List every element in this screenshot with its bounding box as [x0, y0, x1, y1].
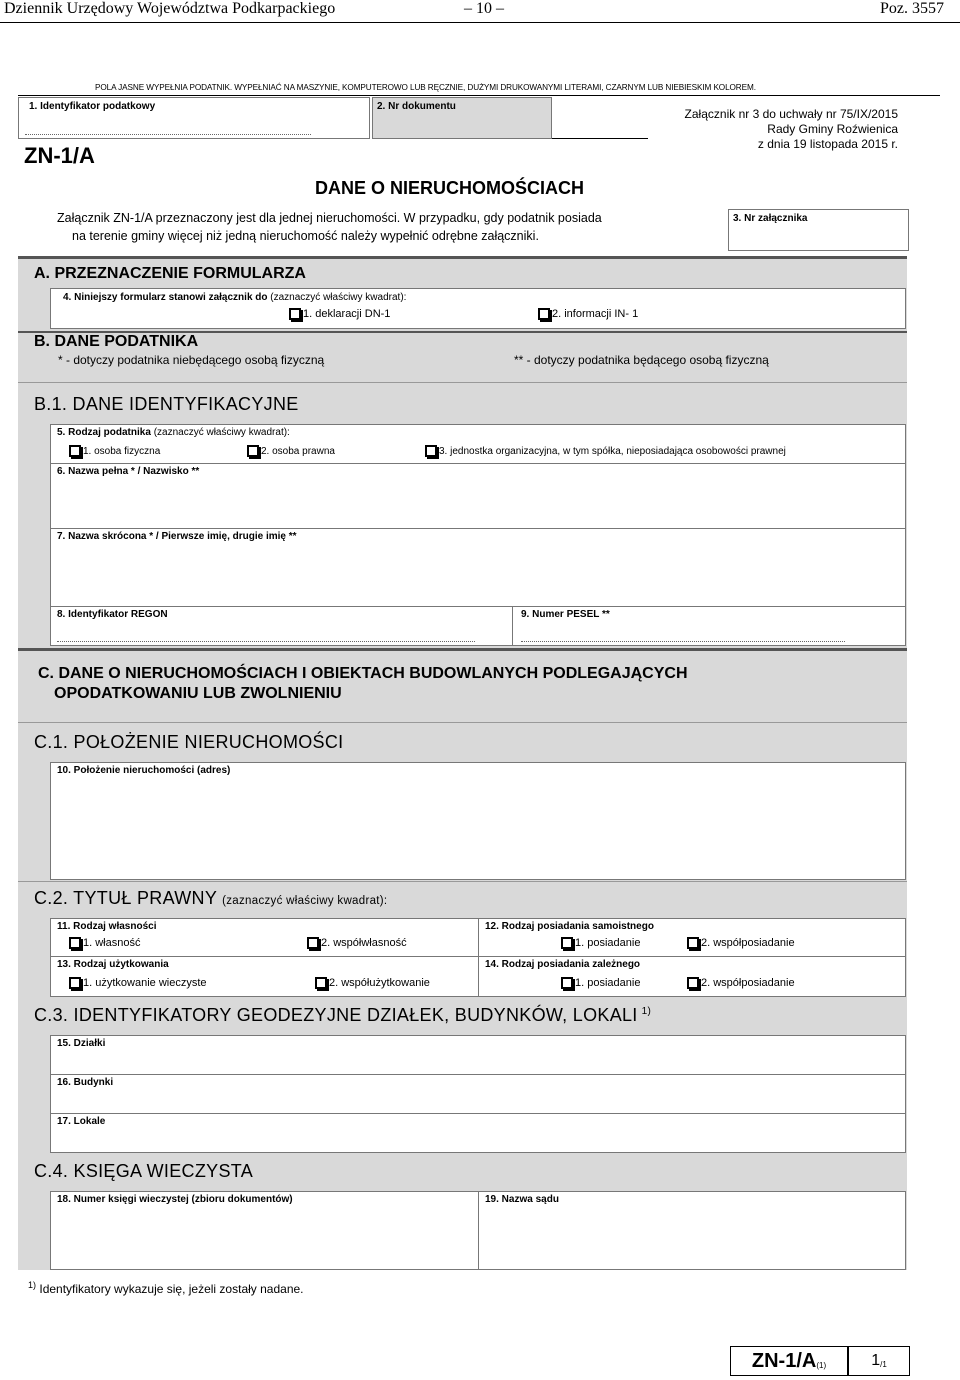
- option-co-usufruct-label: 2. współużytkowanie: [329, 977, 430, 989]
- checkbox-icon: [561, 937, 573, 949]
- option-co-ownership-label: 2. współwłasność: [321, 937, 407, 949]
- form-purpose-label-text: 4. Niniejszy formularz stanowi załącznik do: [63, 292, 268, 303]
- document-number-field: [372, 97, 552, 139]
- independent-possession-field: [478, 918, 906, 957]
- journal-title: Dziennik Urzędowy Województwa Podkarpackiego: [4, 0, 336, 17]
- regon-dotted-line: [57, 641, 475, 642]
- regon-field[interactable]: [50, 606, 513, 646]
- option-perpetual-usufruct[interactable]: [69, 977, 207, 989]
- option-independent-possession-label: 1. posiadanie: [575, 937, 641, 949]
- section-c-title-line-2: OPODATKOWANIU LUB ZWOLNIENIU: [54, 685, 342, 702]
- short-name-label: 7. Nazwa skrócona * / Pierwsze imię, drugie imię **: [57, 531, 297, 542]
- footnote-marker: 1): [28, 1280, 37, 1290]
- regon-label: 8. Identyfikator REGON: [57, 609, 168, 620]
- ownership-type-field: [50, 918, 479, 957]
- checkbox-icon: [289, 308, 301, 320]
- option-ownership-label: 1. własność: [83, 937, 141, 949]
- section-c2-rule: [18, 881, 907, 882]
- checkbox-icon: [69, 445, 81, 457]
- annex-number-field[interactable]: [728, 209, 909, 251]
- option-information-in1[interactable]: [538, 308, 638, 320]
- footnote: [28, 1280, 304, 1296]
- annex-line-1: Załącznik nr 3 do uchwały nr 75/IX/2015: [684, 107, 898, 121]
- section-c1-title: C.1. POŁOŻENIE NIERUCHOMOŚCI: [34, 732, 344, 752]
- section-c4-title: C.4. KSIĘGA WIECZYSTA: [34, 1161, 254, 1181]
- form-title: DANE O NIERUCHOMOŚCIACH: [315, 178, 585, 198]
- plots-field[interactable]: [50, 1035, 906, 1075]
- form-code: ZN-1/A: [24, 143, 95, 168]
- section-c-title-line-1: C. DANE O NIERUCHOMOŚCIACH I OBIEKTACH BUDOWLANYCH PODLEGAJĄCYCH: [38, 665, 688, 682]
- checkbox-icon: [687, 977, 699, 989]
- option-information-in1-label: 2. informacji IN- 1: [552, 308, 639, 320]
- footer-page-box: [848, 1346, 910, 1376]
- header-rule: [0, 22, 960, 23]
- section-b-note-2: ** - dotyczy podatnika będącego osobą fizyczną: [514, 353, 769, 367]
- option-natural-person-label: 1. osoba fizyczna: [83, 445, 161, 457]
- document-number-label: 2. Nr dokumentu: [377, 101, 456, 112]
- option-dependent-co-possession-label: 2. współposiadanie: [701, 977, 795, 989]
- form-description-line-2: na terenie gminy więcej niż jedną nieruchomość należy wypełnić odrębne załączniki.: [72, 229, 539, 243]
- option-declaration-dn1[interactable]: [289, 308, 390, 320]
- checkbox-icon: [425, 445, 437, 457]
- footer-code-box: [730, 1346, 848, 1376]
- form-description-line-1: Załącznik ZN-1/A przeznaczony jest dla jednej nieruchomości. W przypadku, gdy podatnik posiada: [57, 211, 602, 225]
- section-b-title: B. DANE PODATNIKA: [34, 333, 199, 350]
- option-independent-possession[interactable]: [561, 937, 640, 949]
- dependent-possession-field: [478, 956, 906, 997]
- full-name-label: 6. Nazwa pełna * / Nazwisko **: [57, 466, 200, 477]
- annex-number-label: 3. Nr załącznika: [733, 213, 808, 224]
- plots-label: 15. Działki: [57, 1038, 106, 1049]
- option-dependent-co-possession[interactable]: [687, 977, 795, 989]
- taxpayer-type-field: [50, 424, 906, 464]
- tax-id-label: 1. Identyfikator podatkowy: [29, 101, 156, 112]
- annex-line-3: z dnia 19 listopada 2015 r.: [757, 137, 898, 151]
- tax-id-dotted-line: [25, 134, 311, 135]
- land-register-number-label: 18. Numer księgi wieczystej (zbioru dokumentów): [57, 1194, 293, 1205]
- section-a-title: A. PRZEZNACZENIE FORMULARZA: [34, 265, 306, 282]
- property-location-field[interactable]: [50, 762, 906, 880]
- checkbox-icon: [315, 977, 327, 989]
- section-b-note-1: * - dotyczy podatnika niebędącego osobą fizyczną: [58, 353, 325, 367]
- document-number-rule: [552, 138, 648, 139]
- footer-page-total: /1: [880, 1359, 887, 1369]
- land-register-number-field[interactable]: [50, 1191, 479, 1270]
- property-location-label: 10. Położenie nieruchomości (adres): [57, 765, 231, 776]
- independent-possession-label: 12. Rodzaj posiadania samoistnego: [485, 921, 654, 932]
- option-natural-person[interactable]: [69, 445, 160, 457]
- position-number: Poz. 3557: [880, 0, 944, 17]
- option-co-ownership[interactable]: [307, 937, 407, 949]
- footnote-text: Identyfikatory wykazuje się, jeżeli zostały nadane.: [39, 1282, 304, 1296]
- pesel-dotted-line: [521, 641, 845, 642]
- option-legal-person-label: 2. osoba prawna: [261, 445, 335, 457]
- section-c-rule-2: [18, 722, 907, 723]
- section-c3-footnote-marker: 1): [641, 1006, 652, 1017]
- footer-page-number: 1: [871, 1352, 881, 1369]
- option-co-usufruct[interactable]: [315, 977, 430, 989]
- option-dependent-possession[interactable]: [561, 977, 640, 989]
- dependent-possession-label: 14. Rodzaj posiadania zależnego: [485, 959, 641, 970]
- option-independent-co-possession[interactable]: [687, 937, 795, 949]
- court-name-field[interactable]: [478, 1191, 906, 1270]
- option-declaration-dn1-label: 1. deklaracji DN-1: [303, 308, 391, 320]
- ownership-type-label: 11. Rodzaj własności: [57, 921, 157, 932]
- footer-form-code-index: (1): [816, 1361, 827, 1370]
- section-c2-note: (zaznaczyć właściwy kwadrat):: [222, 895, 388, 907]
- section-c3-title: [34, 1005, 651, 1026]
- section-c-rule: [18, 648, 907, 651]
- option-ownership[interactable]: [69, 937, 140, 949]
- form-purpose-note: (zaznaczyć właściwy kwadrat):: [270, 292, 407, 303]
- checkbox-icon: [247, 445, 259, 457]
- annex-line-2: Rady Gminy Roźwienica: [767, 122, 898, 136]
- fill-instruction: POLA JASNE WYPEŁNIA PODATNIK. WYPEŁNIAĆ NA MASZYNIE, KOMPUTEROWO LUB RĘCZNIE, DUŻYMI DRUKOWANYMI LITERAMI, CZARNYM LUB NIEBIESKIM KOLOREM.: [95, 83, 756, 92]
- section-b1-title: B.1. DANE IDENTYFIKACYJNE: [34, 394, 299, 414]
- checkbox-icon: [561, 977, 573, 989]
- usage-type-label: 13. Rodzaj użytkowania: [57, 959, 169, 970]
- form-purpose-field: [50, 288, 906, 329]
- usage-type-field: [50, 956, 479, 997]
- section-c2-title: [34, 888, 387, 909]
- form-panel-top-rule: [18, 256, 907, 259]
- option-independent-co-possession-label: 2. współposiadanie: [701, 937, 795, 949]
- short-name-field[interactable]: [50, 528, 906, 607]
- checkbox-icon: [69, 977, 81, 989]
- option-perpetual-usufruct-label: 1. użytkowanie wieczyste: [83, 977, 207, 989]
- section-c3-title-text: C.3. IDENTYFIKATORY GEODEZYJNE DZIAŁEK, BUDYNKÓW, LOKALI: [34, 1005, 638, 1025]
- pesel-field[interactable]: [512, 606, 906, 646]
- option-legal-person[interactable]: [247, 445, 335, 457]
- checkbox-icon: [69, 937, 81, 949]
- tax-id-field[interactable]: [18, 97, 370, 139]
- checkbox-icon: [538, 308, 550, 320]
- option-dependent-possession-label: 1. posiadanie: [575, 977, 641, 989]
- buildings-field[interactable]: [50, 1074, 906, 1114]
- court-name-label: 19. Nazwa sądu: [485, 1194, 559, 1205]
- page-number: – 10 –: [464, 0, 504, 17]
- section-b-rule-2: [18, 382, 907, 383]
- pesel-label: 9. Numer PESEL **: [521, 609, 610, 620]
- buildings-label: 16. Budynki: [57, 1077, 114, 1088]
- instruction-rule: [18, 95, 940, 96]
- checkbox-icon: [307, 937, 319, 949]
- form-purpose-label: [63, 292, 406, 303]
- option-organizational-unit[interactable]: [425, 445, 786, 457]
- premises-field[interactable]: [50, 1113, 906, 1153]
- section-c2-title-text: C.2. TYTUŁ PRAWNY: [34, 888, 217, 908]
- premises-label: 17. Lokale: [57, 1116, 106, 1127]
- footer-form-code: ZN-1/A: [751, 1349, 817, 1372]
- taxpayer-type-label: [57, 427, 290, 438]
- taxpayer-type-label-text: 5. Rodzaj podatnika: [57, 427, 151, 438]
- option-organizational-unit-label: 3. jednostka organizacyjna, w tym spółka, nieposiadająca osobowości prawnej: [439, 445, 786, 457]
- full-name-field[interactable]: [50, 463, 906, 529]
- checkbox-icon: [687, 937, 699, 949]
- taxpayer-type-note: (zaznaczyć właściwy kwadrat):: [153, 427, 290, 438]
